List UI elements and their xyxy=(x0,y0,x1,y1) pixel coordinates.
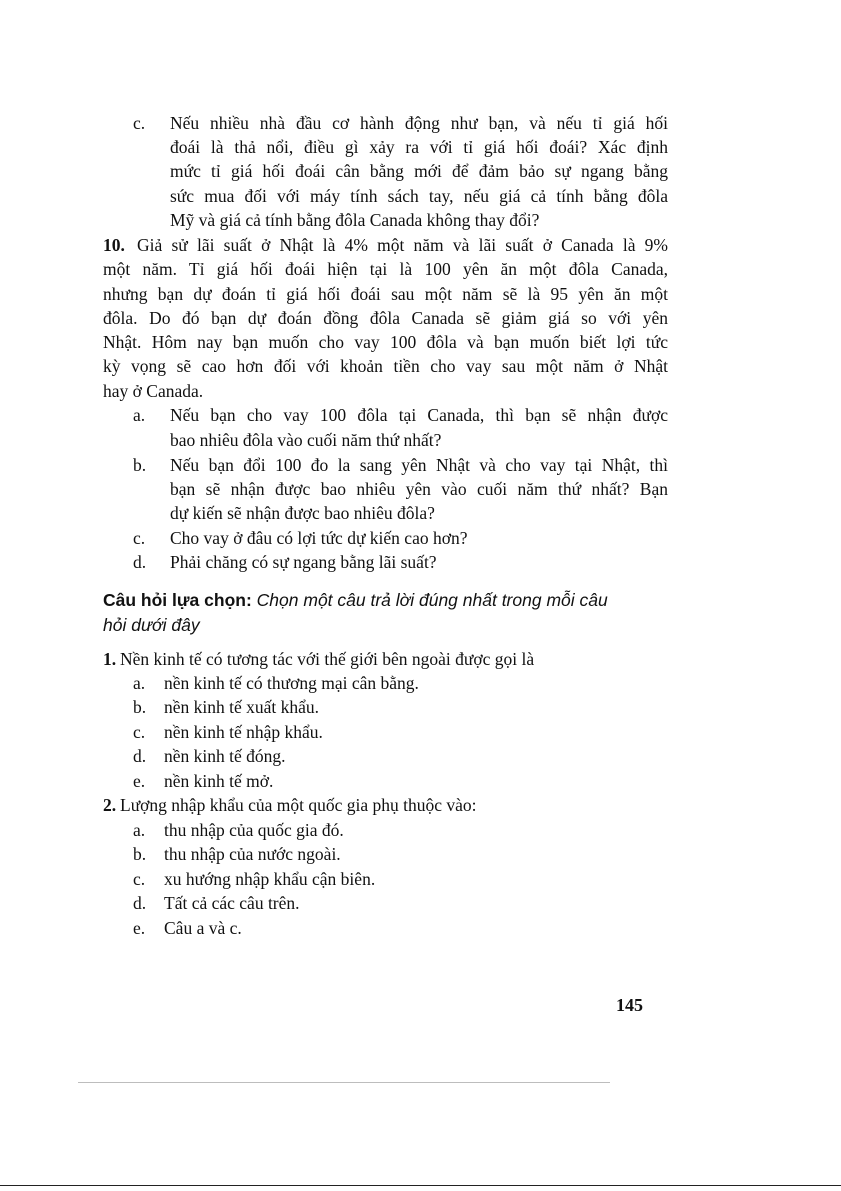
option-text: nền kinh tế mở. xyxy=(164,771,274,791)
question-number: 10. xyxy=(103,235,125,255)
option-marker: a. xyxy=(133,673,146,693)
item-marker: a. xyxy=(133,405,146,425)
text-line: bao nhiêu đôla vào cuối năm thứ nhất? xyxy=(170,430,442,450)
item-marker: c. xyxy=(133,528,146,548)
option-marker: b. xyxy=(133,844,147,864)
option-text: thu nhập của nước ngoài. xyxy=(164,844,341,864)
question-stem: Nền kinh tế có tương tác với thế giới bên ngoài được gọi là xyxy=(120,649,535,669)
option-marker: a. xyxy=(133,820,146,840)
question-number: 2. xyxy=(103,795,117,815)
text-line: Nếu bạn đổi 100 đo la sang yên Nhật và cho vay tại Nhật, thì xyxy=(170,455,668,475)
text-line: Nhật. Hôm nay bạn muốn cho vay 100 đôla và bạn muốn biết lợi tức xyxy=(103,332,668,352)
option-marker: e. xyxy=(133,771,146,791)
option-text: xu hướng nhập khẩu cận biên. xyxy=(164,869,376,889)
section-heading-instruction-end: hỏi dưới đây xyxy=(103,615,200,635)
section-heading-instruction: Chọn một câu trả lời đúng nhất trong mỗi câu xyxy=(256,590,608,610)
text-line: dự kiến sẽ nhận được bao nhiêu đôla? xyxy=(170,503,435,523)
option-text: nền kinh tế nhập khẩu. xyxy=(164,722,323,742)
item-marker: d. xyxy=(133,552,147,572)
option-text: nền kinh tế xuất khẩu. xyxy=(164,697,320,717)
option-text: Câu a và c. xyxy=(164,918,242,938)
option-marker: e. xyxy=(133,918,146,938)
scan-edge-line xyxy=(0,1185,841,1186)
text-line: đôla. Do đó bạn dự đoán đồng đôla Canada sẽ giảm giá so với yên xyxy=(103,308,668,328)
text-line: một năm. Tỉ giá hối đoái hiện tại là 100 yên ăn một đôla Canada, xyxy=(103,259,668,279)
section-heading-continued xyxy=(103,614,200,636)
section-heading-label: Câu hỏi lựa chọn: xyxy=(103,590,252,610)
text-line: nhưng bạn dự đoán tỉ giá hối đoái sau một năm sẽ là 95 yên ăn một xyxy=(103,284,668,304)
item-marker: b. xyxy=(133,455,147,475)
item-marker: c. xyxy=(133,113,146,133)
page-number: 145 xyxy=(616,995,643,1015)
option-marker: b. xyxy=(133,697,147,717)
text-line: mức tỉ giá hối đoái cân bằng mới để đảm bảo sự ngang bằng xyxy=(170,161,668,181)
text-line: Giả sử lãi suất ở Nhật là 4% một năm và lãi suất ở Canada là 9% xyxy=(137,235,668,255)
option-text: nền kinh tế có thương mại cân bằng. xyxy=(164,673,419,693)
text-line: Phải chăng có sự ngang bằng lãi suất? xyxy=(170,552,437,572)
option-text: Tất cả các câu trên. xyxy=(164,893,300,913)
option-marker: d. xyxy=(133,893,147,913)
section-heading xyxy=(103,589,669,611)
text-line: kỳ vọng sẽ cao hơn đối với khoản tiền cho vay sau một năm ở Nhật xyxy=(103,356,668,376)
text-line: Cho vay ở đâu có lợi tức dự kiến cao hơn? xyxy=(170,528,468,548)
question-number: 1. xyxy=(103,649,117,669)
footer-rule xyxy=(78,1082,610,1083)
option-marker: d. xyxy=(133,746,147,766)
text-line: sức mua đối với máy tính sách tay, nếu giá cả tính bằng đôla xyxy=(170,186,668,206)
option-marker: c. xyxy=(133,722,146,742)
text-line: Nếu bạn cho vay 100 đôla tại Canada, thì bạn sẽ nhận được xyxy=(170,405,668,425)
text-line: Mỹ và giá cả tính bằng đôla Canada không thay đổi? xyxy=(170,210,540,230)
option-text: nền kinh tế đóng. xyxy=(164,746,286,766)
text-line: Nếu nhiều nhà đầu cơ hành động như bạn, và nếu tỉ giá hối xyxy=(170,113,668,133)
text-line: bạn sẽ nhận được bao nhiêu yên vào cuối năm thứ nhất? Bạn xyxy=(170,479,668,499)
option-text: thu nhập của quốc gia đó. xyxy=(164,820,344,840)
text-line: đoái là thả nổi, điều gì xảy ra với tỉ giá hối đoái? Xác định xyxy=(170,137,668,157)
text-line: hay ở Canada. xyxy=(103,381,204,401)
option-marker: c. xyxy=(133,869,146,889)
question-stem: Lượng nhập khẩu của một quốc gia phụ thuộc vào: xyxy=(120,795,477,815)
